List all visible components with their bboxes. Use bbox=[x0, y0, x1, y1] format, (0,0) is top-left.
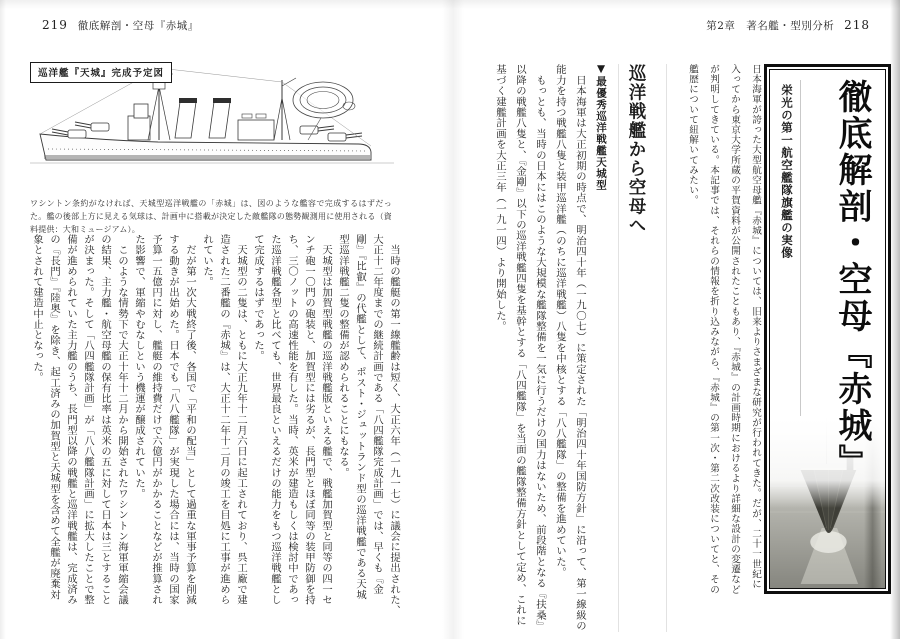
text-column: もっとも、当時の日本にはこのような大規模な艦隊整備を一気に行うだけの国力はないため、前段階となる『扶桑』 bbox=[534, 64, 546, 632]
text-column: 入ってから東京大学所蔵の平賀資料が公開されたこともあり、『赤城』の計画時期におけるより詳細な設計の変遷など bbox=[729, 64, 740, 595]
text-column: 天城型の二隻は、ともに大正九年十二月六日に起工されており、呉工廠で建 bbox=[235, 234, 247, 605]
title-divider-rule bbox=[800, 80, 801, 430]
text-column: が決まった。そして「八四艦隊計画」が「八八艦隊計画」に拡大したことで整 bbox=[82, 234, 94, 605]
text-column: て完成するはずであった。 bbox=[252, 234, 264, 362]
text-column: が判明してきている。本記事では、それらの情報を折り込みながら、『赤城』の第一次・第二次改装についてと、その bbox=[708, 64, 719, 595]
text-column: れていた。 bbox=[201, 234, 213, 287]
article-body-left bbox=[26, 234, 402, 636]
article-subtitle: 栄光の第一航空艦隊旗艦の実像 bbox=[780, 84, 794, 259]
text-column: 大正十二年度までの継続計画である「八四艦隊完成計画」では、早くも『金 bbox=[371, 234, 383, 595]
text-column: の『長門』『陸奥』を除き、起工済みの加賀型と天城型を含めて全艦が廃棄対 bbox=[48, 234, 60, 600]
text-column: た影響で、軍縮やむなしという機運が醸成されていた。 bbox=[133, 234, 145, 499]
text-column: 日本海軍は大正初期の時点で、明治四十年（一九〇七）に策定された「明治四十年国防方針」に沿って、第一線級の bbox=[574, 64, 586, 632]
text-column: 当時の艦艇の第一線艦齢は短く、大正六年（一九一七）に議会に提出された、 bbox=[388, 234, 400, 616]
text-column: 型巡洋戦艦二隻の整備が認められることにもなる。 bbox=[337, 234, 349, 478]
chapter-label: 第2章 bbox=[706, 20, 736, 32]
text-column: このような情勢下で大正十年十二月から開始されたワシントン海軍軍縮会議 bbox=[116, 234, 128, 605]
article-title: 徹底解剖・空母『赤城』 bbox=[832, 79, 872, 481]
page-edge-left bbox=[0, 0, 6, 639]
running-head-right bbox=[706, 18, 876, 33]
page-edge-top bbox=[0, 0, 900, 9]
figure-label: 巡洋艦『天城』完成予定図 bbox=[30, 62, 172, 83]
text-column: 艦歴について紐解いてみたい。 bbox=[687, 64, 698, 206]
text-column: 基づく建艦計画を大正三年（一九一四）より開始した。 bbox=[494, 64, 506, 332]
page-number-left: 219 bbox=[42, 18, 68, 32]
title-box-inner-frame bbox=[769, 69, 886, 589]
column-hairline bbox=[618, 64, 619, 632]
text-column: 備が進められていた主力艦のうち、長門型以降の戦艦と巡洋戦艦は、完成済み bbox=[65, 234, 77, 605]
text-column: 能力を持つ戦艦八隻と装甲巡洋艦（のちに巡洋戦艦）八隻を中核とする「八八艦隊」の整備を進めていた。 bbox=[554, 64, 566, 578]
text-column: する動きが出始めた。日本でも「八八艦隊」が実現した場合には、当時の国家 bbox=[167, 234, 179, 605]
section-heading: 巡洋戦艦から空母へ bbox=[626, 64, 646, 235]
text-column: の結果、主力艦・航空母艦の保有比率は英米の五に対して日本は三とすること bbox=[99, 234, 111, 605]
text-column: 象とされて建造中止となった。 bbox=[31, 234, 43, 383]
text-column: 日本海軍が誇った大型航空母艦『赤城』については、旧来よりさまざまな研究が行われてきた。だが、二十一世紀に bbox=[750, 64, 761, 590]
article-body-right bbox=[488, 64, 590, 638]
running-head-right-title: 著名艦・型別分析 bbox=[746, 20, 835, 32]
page-edge-right bbox=[890, 0, 900, 639]
running-head-left-title: 徹底解剖・空母『赤城』 bbox=[77, 20, 199, 32]
figure-caption: ワシントン条約がなければ、天城型巡洋戦艦の「赤城」は、図のような艦容で完成するはずだった。艦の後部上方に見える気球は、計画中に搭載が決定した敵艦隊の態勢観測用に使用される（資料提供：大和ミュージアム）。 bbox=[30, 199, 392, 234]
title-box bbox=[764, 64, 891, 594]
text-column: だが第一次大戦終了後、各国で「平和の配当」として過重な軍事予算を削減 bbox=[184, 234, 196, 605]
text-column: ち、三〇ノットの高速性能を有した。当時、英米が建造もしくは検討中であっ bbox=[286, 234, 298, 605]
page-number-right: 218 bbox=[844, 18, 870, 32]
figure-panel bbox=[28, 56, 398, 196]
text-column: た巡洋戦艦各型と比べても、世界最良といえるだけの能力をもつ巡洋戦艦とし bbox=[269, 234, 281, 605]
text-column: 剛』『比叡』の代艦として、ポスト・ジュットランド型の巡洋戦艦である天城 bbox=[354, 234, 366, 600]
text-column: 造された二番艦の『赤城』は、大正十二年十二月の竣工を目処に工事が進めら bbox=[218, 234, 230, 605]
text-column: 予算一五億円に対し、艦艇の維持費だけで六億円がかかることなどが推算され bbox=[150, 234, 162, 605]
page-gutter-shadow bbox=[442, 0, 464, 639]
text-column: 以降の戦艦八隻と、『金剛』以下の巡洋戦艦四隻を基幹とする「八四艦隊」を当面の艦隊整備方針として定め、これに bbox=[514, 64, 526, 626]
text-column: ンチ砲一〇門の砲装と、加賀型には劣るが、長門型とほぼ同等の装甲防御を持 bbox=[303, 234, 315, 605]
text-column: 天城型は加賀型戦艦の巡洋戦艦版といえる艦で、戦艦加賀型と同等の四一セ bbox=[320, 234, 332, 605]
running-head-left bbox=[36, 18, 199, 33]
subsection-heading: ▼最優秀巡洋戦艦天城型 bbox=[595, 63, 607, 191]
column-hairline bbox=[666, 64, 667, 632]
article-lead bbox=[676, 64, 766, 639]
